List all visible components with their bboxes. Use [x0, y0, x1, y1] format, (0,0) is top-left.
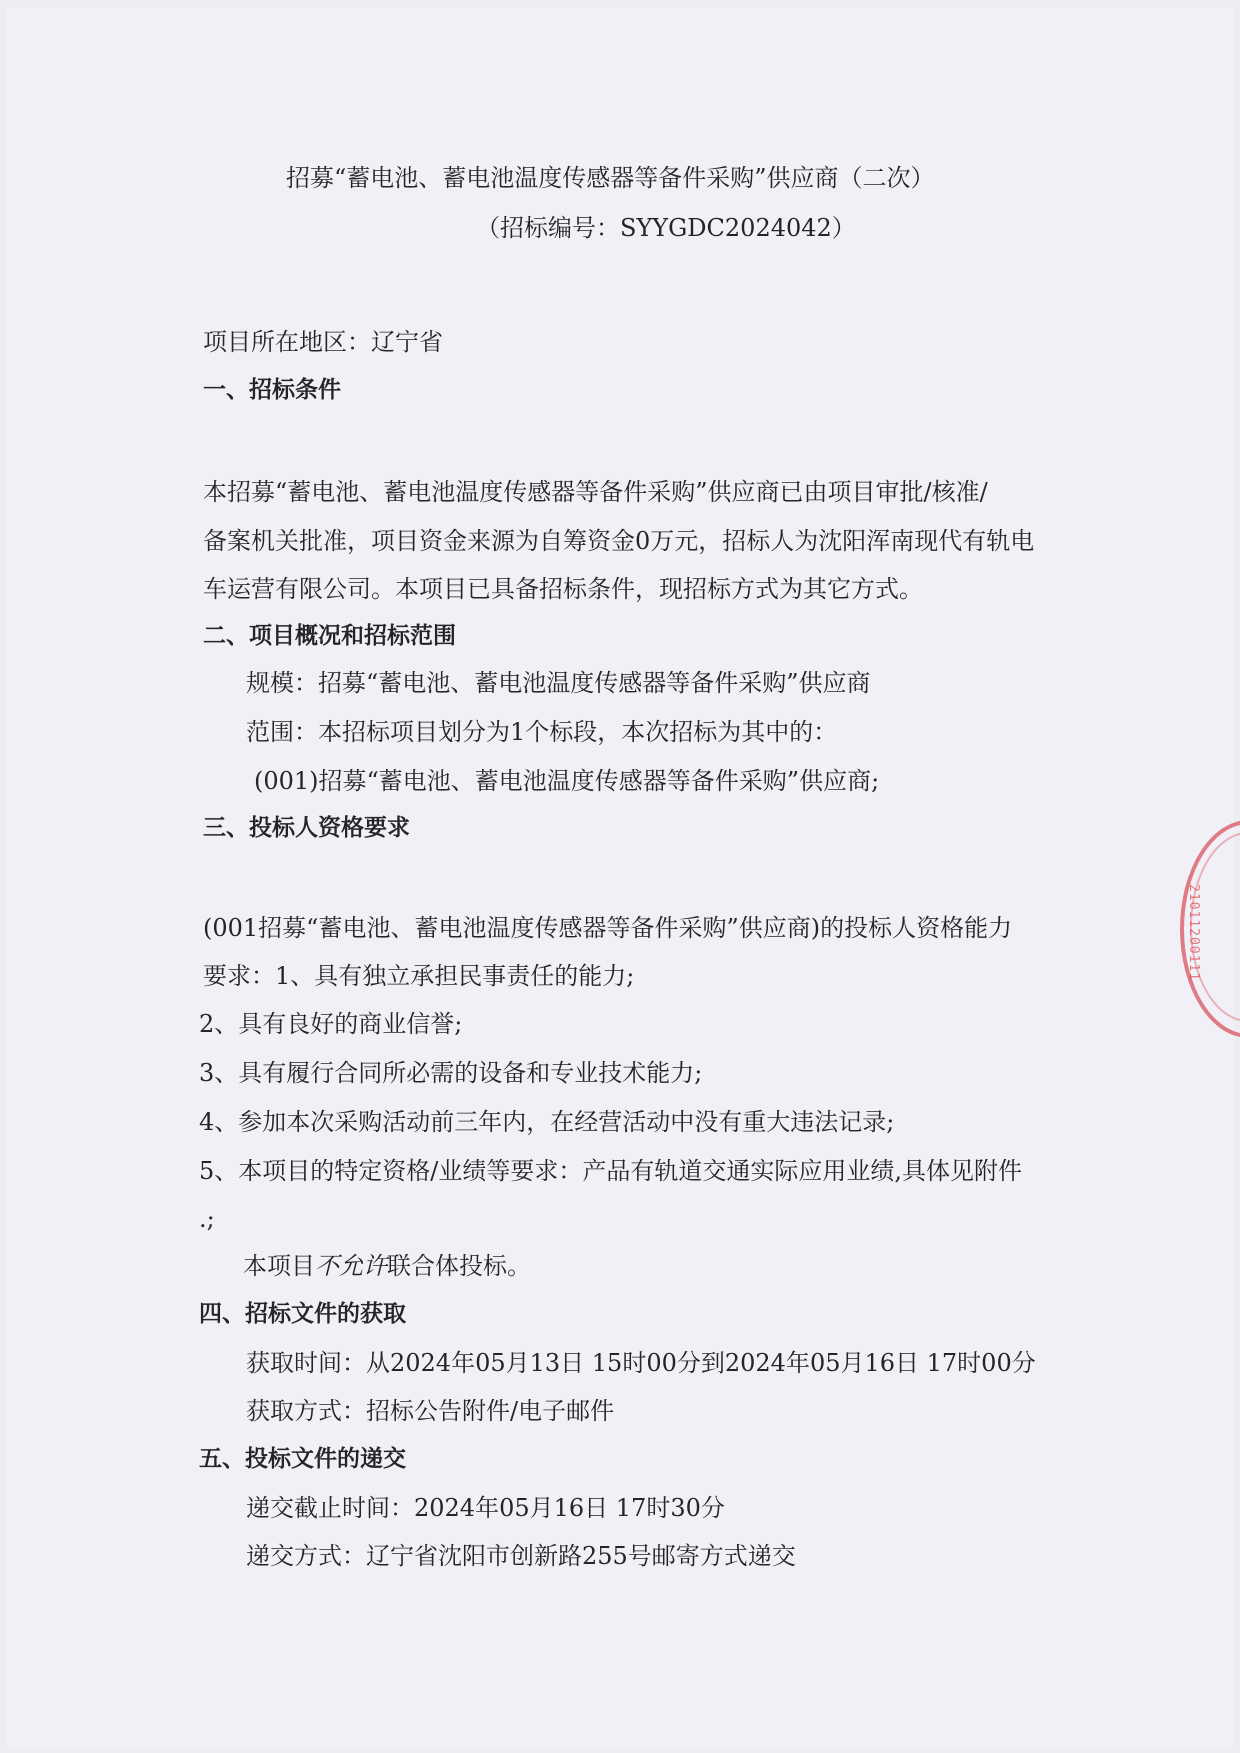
section-3-line: 4、参加本次采购活动前三年内，在经营活动中没有重大违法记录; [199, 1108, 895, 1136]
consortium-emphasis: 不允许 [315, 1252, 387, 1280]
section-5-line: 递交截止时间：2024年05月16日 17时30分 [246, 1494, 725, 1522]
section-1-line: 车运营有限公司。本项目已具备招标条件，现招标方式为其它方式。 [203, 575, 923, 603]
consortium-note [243, 1250, 531, 1282]
section-1-line: 备案机关批准，项目资金来源为自筹资金0万元，招标人为沈阳浑南现代有轨电 [203, 527, 1035, 555]
section-3-line: .; [199, 1205, 215, 1233]
section-2-line: (001)招募“蓄电池、蓄电池温度传感器等备件采购”供应商; [254, 767, 880, 795]
section-5-heading: 五、投标文件的递交 [199, 1446, 406, 1472]
section-2-line: 范围：本招标项目划分为1个标段，本次招标为其中的： [246, 718, 838, 746]
section-5-line: 递交方式：辽宁省沈阳市创新路255号邮寄方式递交 [246, 1542, 796, 1570]
section-2-line: 规模：招募“蓄电池、蓄电池温度传感器等备件采购”供应商 [246, 669, 871, 697]
document-page [6, 8, 1234, 1748]
consortium-prefix: 本项目 [243, 1252, 315, 1280]
section-3-line: 2、具有良好的商业信誉; [199, 1010, 463, 1038]
section-4-line: 获取时间：从2024年05月13日 15时00分到2024年05月16日 17时00分 [246, 1349, 1036, 1377]
section-4-heading: 四、招标文件的获取 [199, 1301, 406, 1327]
tender-number: （招标编号：SYYGDC2024042） [476, 214, 856, 242]
section-2-heading: 二、项目概况和招标范围 [203, 623, 456, 649]
section-3-line: 3、具有履行合同所必需的设备和专业技术能力; [199, 1059, 703, 1087]
project-region: 项目所在地区：辽宁省 [203, 328, 443, 356]
consortium-suffix: 联合体投标。 [387, 1252, 531, 1280]
section-4-line: 获取方式：招标公告附件/电子邮件 [246, 1397, 615, 1425]
doc-title: 招募“蓄电池、蓄电池温度传感器等备件采购”供应商（二次） [286, 164, 935, 192]
section-3-line: 5、本项目的特定资格/业绩等要求：产品有轨道交通实际应用业绩,具体见附件 [199, 1157, 1022, 1185]
section-3-line: 要求：1、具有独立承担民事责任的能力; [203, 962, 635, 990]
seal-code: 21011200111 [1186, 884, 1201, 982]
section-3-heading: 三、投标人资格要求 [203, 815, 410, 841]
section-3-line: (001招募“蓄电池、蓄电池温度传感器等备件采购”供应商)的投标人资格能力 [203, 914, 1013, 942]
section-1-heading: 一、招标条件 [203, 377, 341, 403]
section-1-line: 本招募“蓄电池、蓄电池温度传感器等备件采购”供应商已由项目审批/核准/ [203, 478, 988, 506]
